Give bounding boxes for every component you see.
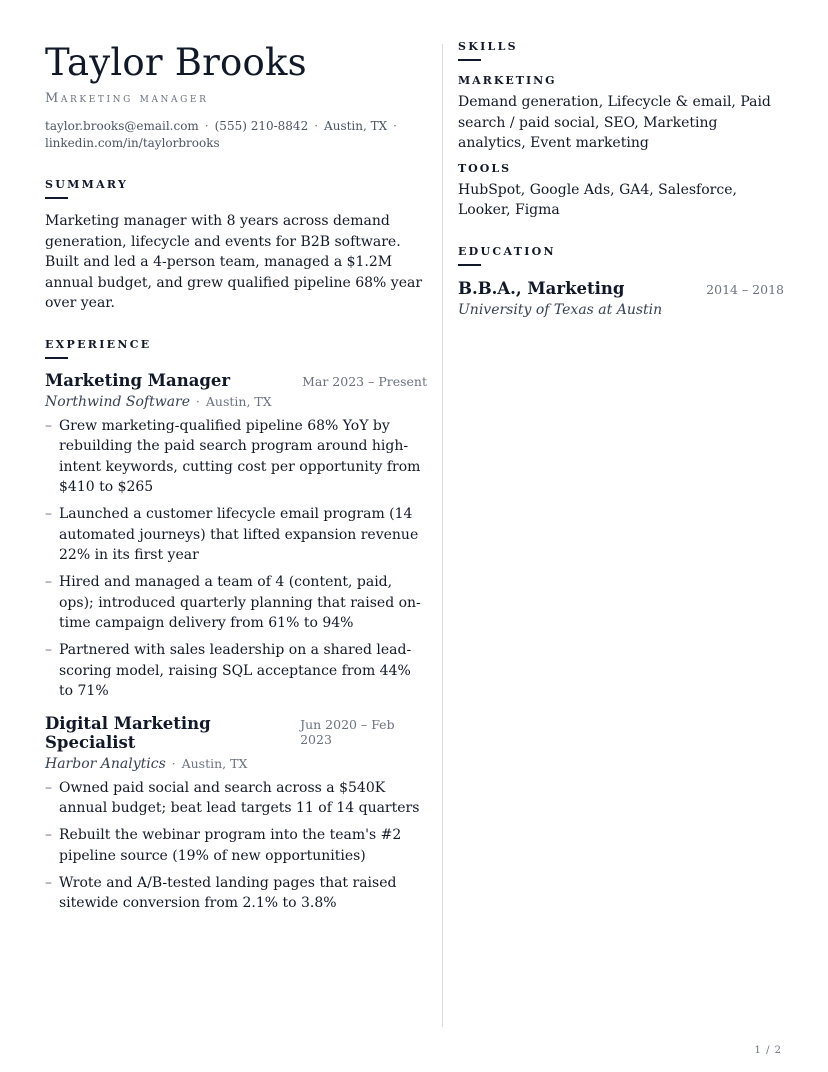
job-dates: Mar 2023 – Present: [302, 373, 427, 389]
company-separator: ·: [171, 756, 176, 771]
job-bullets: [45, 416, 427, 702]
bullet-item: – Owned paid social and search across a $540K annual budget; beat lead targets 11 of 14 quarters: [45, 778, 427, 819]
job-role: Marketing Manager: [45, 370, 231, 390]
skills-section: [458, 40, 784, 221]
bullet-item: – Wrote and A/B-tested landing pages that raised sitewide conversion from 2.1% to 3.8%: [45, 873, 427, 914]
contact-info: [45, 118, 427, 152]
column-divider: [442, 44, 443, 1027]
job-dates: Jun 2020 – Feb 2023: [300, 716, 395, 747]
job-location: Austin, TX: [205, 393, 272, 409]
email-link[interactable]: taylor.brooks@email.com: [45, 119, 199, 133]
education-dates: 2014 – 2018: [706, 281, 784, 297]
bullet-item: – Partnered with sales leadership on a shared lead-scoring model, raising SQL acceptance from 44% to 71%: [45, 640, 427, 702]
skill-list: HubSpot, Google Ads, GA4, Salesforce, Looker, Figma: [458, 181, 737, 218]
right-column: [458, 40, 784, 318]
section-rule: [45, 197, 68, 199]
job-role: Digital Marketing Specialist: [45, 713, 211, 752]
skill-list: Demand generation, Lifecycle & email, Paid search / paid social, SEO, Marketing analytics, Event marketing: [458, 94, 771, 151]
company-separator: ·: [196, 394, 200, 409]
contact-separator: ·: [204, 119, 209, 133]
summary-text: Marketing manager with 8 years across demand generation, lifecycle and events for B2B software. Built and led a 4-person team, managed a $1.2M annual budget, and grew qualified pipeline 68% year over year.: [45, 213, 423, 311]
header: [45, 40, 427, 152]
skill-group: [458, 162, 784, 221]
contact-separator: ·: [314, 119, 319, 133]
education-section: [458, 245, 784, 318]
experience-section: [45, 338, 427, 914]
job-header: [45, 371, 427, 390]
summary-section: [45, 178, 427, 314]
degree: B.B.A., Marketing: [458, 278, 625, 298]
school-name: University of Texas at Austin: [458, 301, 663, 318]
skill-group-title: MARKETING: [458, 74, 557, 87]
page-number: 1 / 2: [754, 1045, 782, 1056]
job-entry: [45, 371, 427, 702]
location: Austin, TX: [324, 119, 388, 133]
section-rule: [458, 264, 481, 266]
section-title-experience: EXPERIENCE: [45, 337, 152, 351]
job-company-line: [45, 756, 427, 772]
company-name: Harbor Analytics: [45, 755, 166, 772]
linkedin-link[interactable]: linkedin.com/in/taylorbrooks: [45, 136, 220, 150]
candidate-name: Taylor Brooks: [45, 41, 307, 84]
section-rule: [458, 59, 481, 61]
job-entry: [45, 714, 427, 914]
section-title-education: EDUCATION: [458, 244, 556, 258]
bullet-item: – Grew marketing-qualified pipeline 68% YoY by rebuilding the paid search program around high-intent keywords, cutting cost per opportunity from $410 to $265: [45, 416, 427, 498]
skill-group: [458, 74, 784, 154]
contact-separator: ·: [393, 119, 397, 133]
job-title: Marketing manager: [45, 91, 209, 106]
bullet-item: – Launched a customer lifecycle email program (14 automated journeys) that lifted expansion revenue 22% in its first year: [45, 504, 427, 566]
job-company-line: [45, 394, 427, 410]
job-header: [45, 714, 427, 752]
education-header: [458, 279, 784, 298]
bullet-item: – Rebuilt the webinar program into the team's #2 pipeline source (19% of new opportunities): [45, 825, 427, 866]
skill-group-title: TOOLS: [458, 161, 512, 175]
bullet-item: – Hired and managed a team of 4 (content, paid, ops); introduced quarterly planning that raised on-time campaign delivery from 61% to 94%: [45, 572, 427, 634]
section-title-summary: SUMMARY: [45, 178, 129, 191]
left-column: [45, 40, 427, 920]
section-rule: [45, 357, 68, 359]
section-title-skills: SKILLS: [458, 40, 518, 53]
phone-number[interactable]: (555) 210-8842: [214, 119, 309, 133]
company-name: Northwind Software: [45, 393, 191, 410]
job-bullets: [45, 778, 427, 914]
job-location: Austin, TX: [181, 755, 248, 771]
